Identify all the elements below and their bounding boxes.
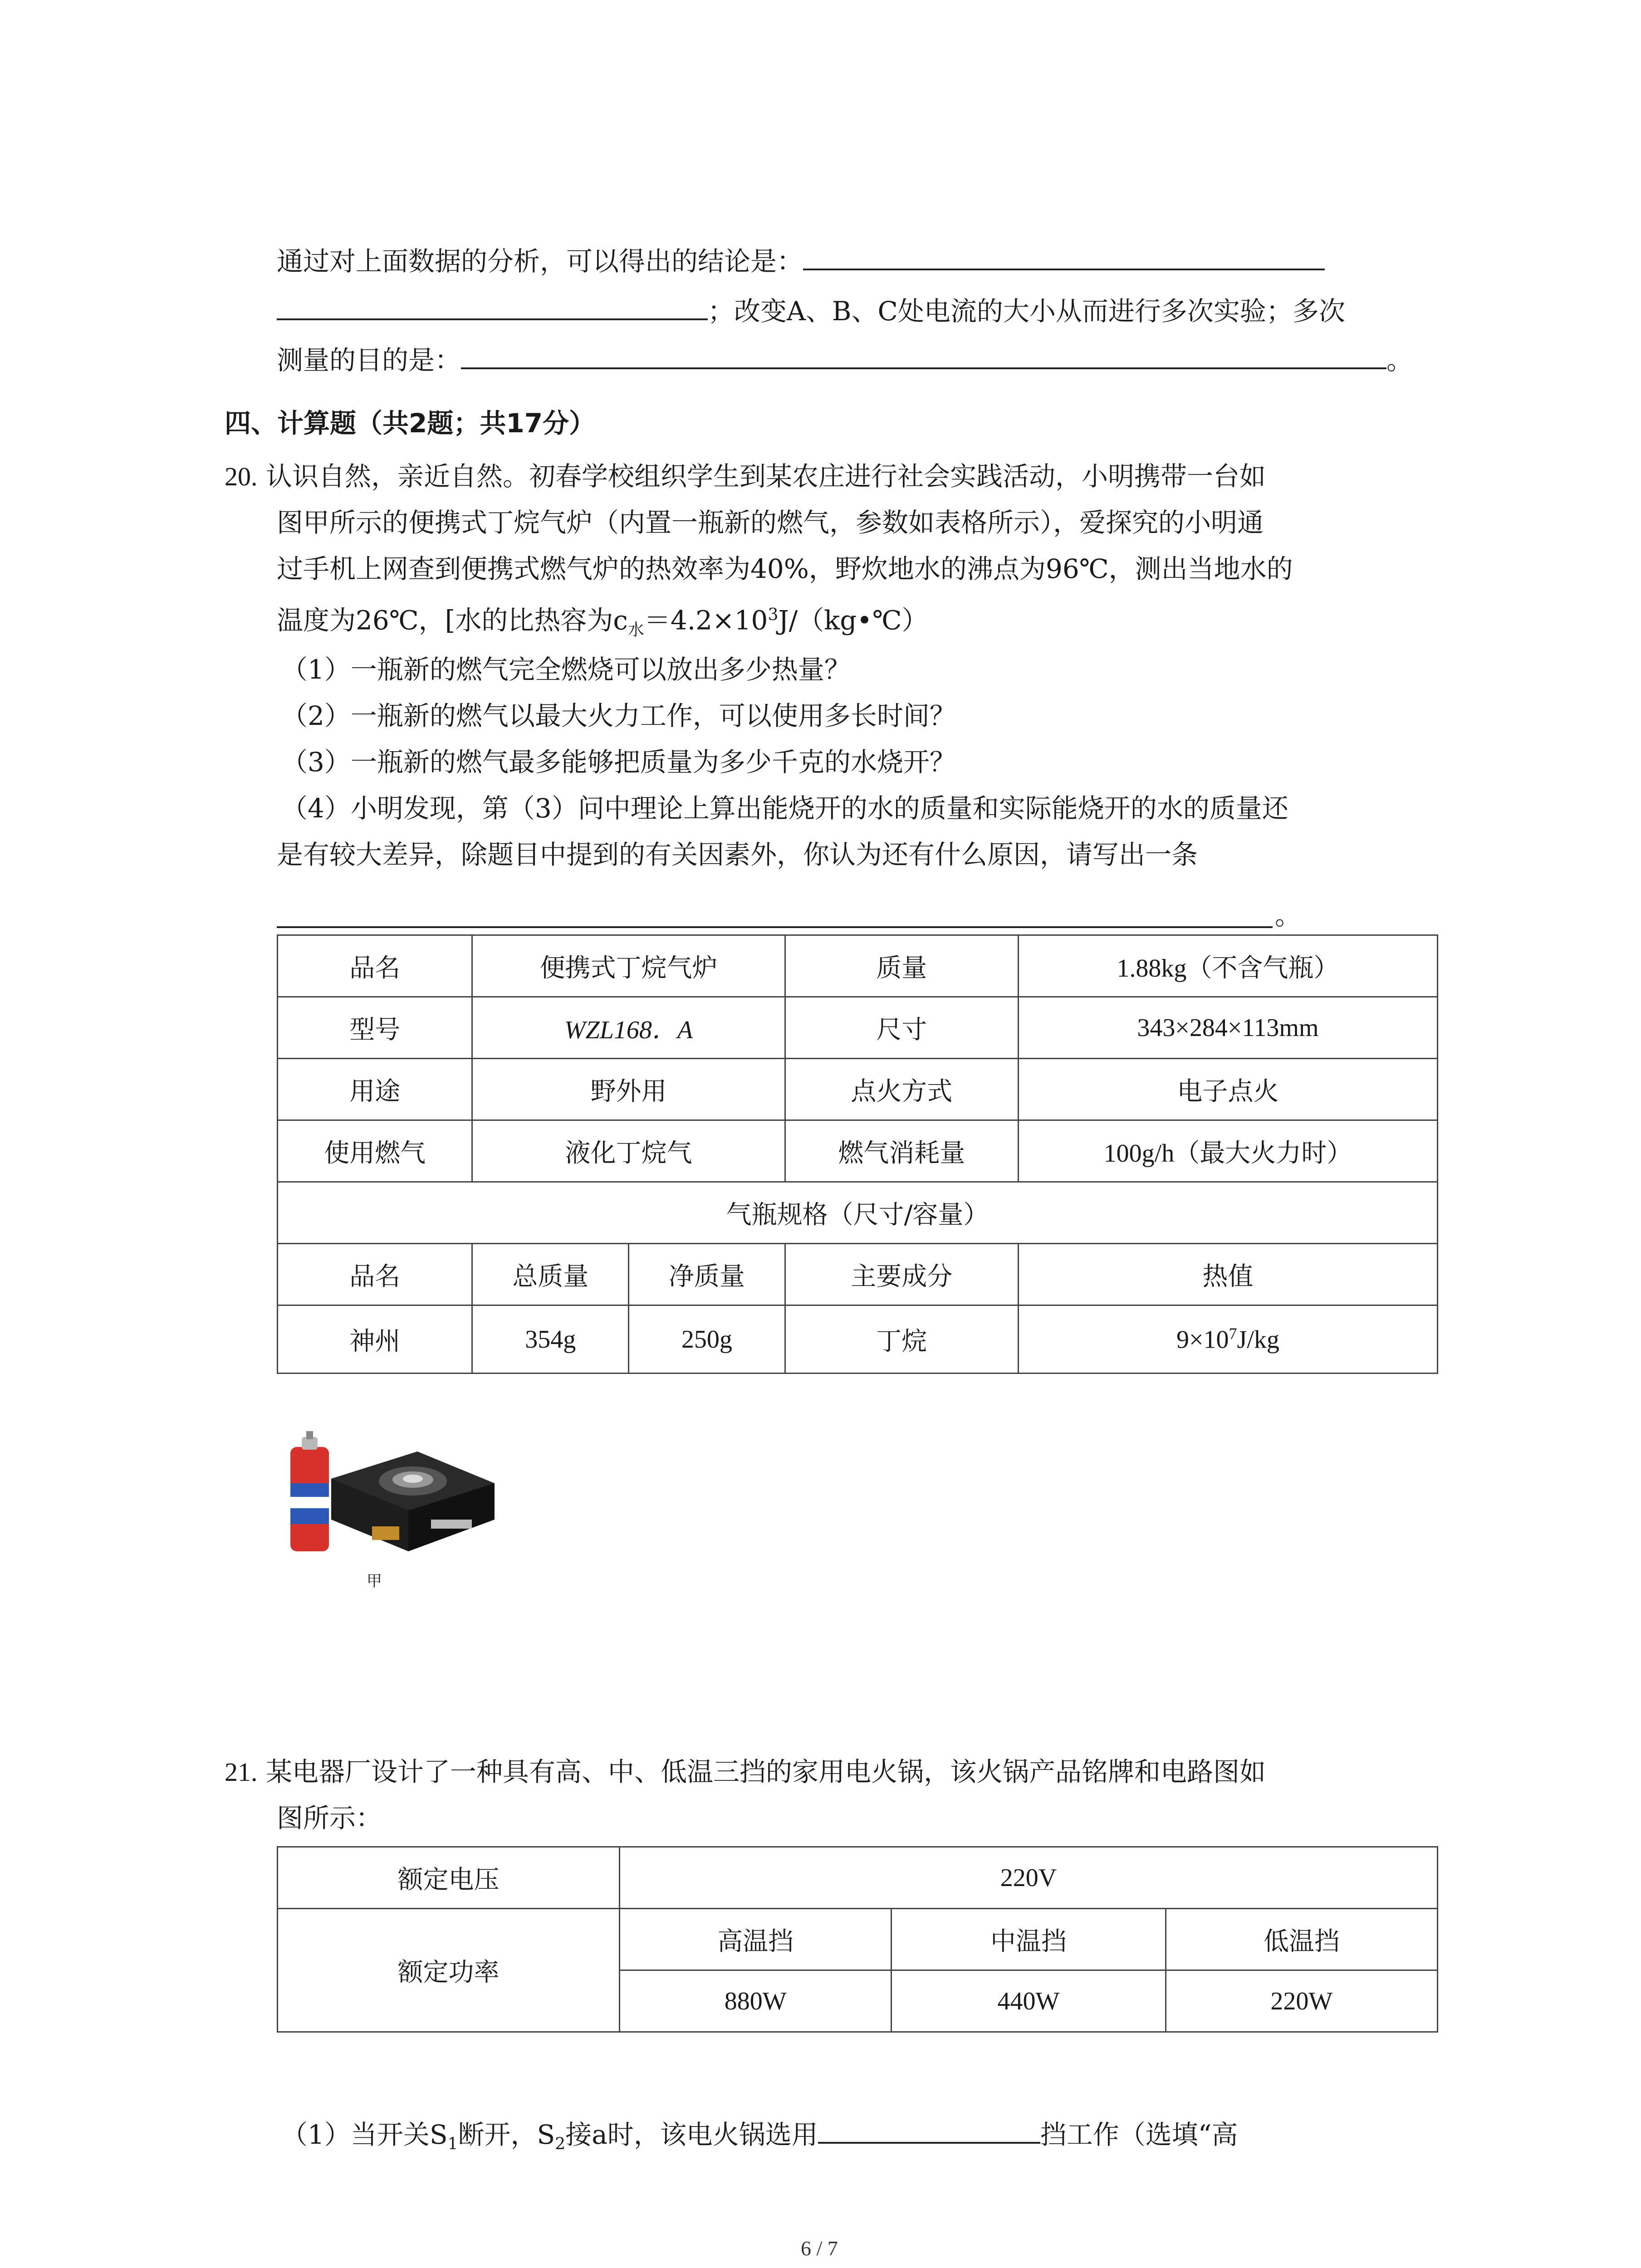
q19-line-3 xyxy=(277,339,1413,378)
answer-blank[interactable] xyxy=(818,2114,1040,2144)
table-cell: 燃气消耗量 xyxy=(785,1120,1018,1182)
answer-blank[interactable] xyxy=(803,240,1325,270)
q20-sub-3: （3）一瓶新的燃气最多能够把质量为多少千克的水烧开？ xyxy=(281,747,956,777)
hotpot-spec-table xyxy=(277,1846,1438,2033)
table-cell: 型号 xyxy=(278,997,472,1059)
table-row xyxy=(278,935,1438,997)
table-cell: 电子点火 xyxy=(1018,1059,1437,1120)
q19-line-1 xyxy=(277,240,1325,279)
q19-text-2: ；改变A、B、C处电流的大小从而进行多次实验；多次 xyxy=(708,296,1345,327)
q20-sub-4a: （4）小明发现，第（3）问中理论上算出能烧开的水的质量和实际能烧开的水的质量还 xyxy=(281,793,1288,824)
table-row xyxy=(278,1305,1438,1374)
table-cell: 总质量 xyxy=(472,1244,629,1305)
table-cell: 用途 xyxy=(278,1059,472,1120)
q20-line-4 xyxy=(277,597,928,648)
section-title: 四、计算题（共2题；共17分） xyxy=(225,408,596,439)
q20-line-1 xyxy=(225,458,1266,495)
table-cell: 尺寸 xyxy=(785,997,1018,1059)
q20-line-2: 图甲所示的便携式丁烷气炉（内置一瓶新的燃气，参数如表格所示），爱探究的小明通 xyxy=(277,507,1264,538)
table-row xyxy=(278,1909,1438,1970)
table-cell: 880W xyxy=(619,1970,891,2032)
question-number: 21. xyxy=(225,1757,258,1787)
q19-period: 。 xyxy=(1386,345,1413,376)
table-cell: 神州 xyxy=(278,1305,472,1374)
gas-canister-icon xyxy=(290,1431,329,1551)
q20-text-4c: J/（kg•℃） xyxy=(778,605,928,636)
table-row xyxy=(278,997,1438,1059)
q21-sub-text-d: 挡工作（选填“高 xyxy=(1040,2119,1238,2150)
answer-blank[interactable] xyxy=(461,339,1386,369)
table-cell: 250g xyxy=(629,1305,785,1374)
table-cell: 品名 xyxy=(278,935,472,997)
superscript: 3 xyxy=(768,606,779,624)
superscript: 7 xyxy=(1229,1325,1237,1343)
q21-sub-text-b: 断开，S xyxy=(458,2119,555,2150)
table-cell: 343×284×113mm xyxy=(1018,997,1437,1059)
answer-blank[interactable] xyxy=(277,290,708,320)
q19-text-3: 测量的目的是： xyxy=(277,345,461,376)
q19-text-1: 通过对上面数据的分析，可以得出的结论是： xyxy=(277,246,803,277)
subscript: 1 xyxy=(447,2135,458,2154)
q20-text-1: 认识自然，亲近自然。初春学校组织学生到某农庄进行社会实践活动，小明携带一台如 xyxy=(265,461,1266,492)
table-row xyxy=(278,1059,1438,1120)
table-cell: 气瓶规格（尺寸/容量） xyxy=(278,1182,1438,1244)
q20-text-4a: 温度为26℃，[水的比热容为c xyxy=(277,605,628,636)
q21-sub-1 xyxy=(281,2114,1238,2163)
stove-spec-table xyxy=(277,934,1438,1374)
subscript: 水 xyxy=(627,620,644,639)
page-number: 6 / 7 xyxy=(801,2237,838,2260)
stove-icon xyxy=(331,1452,495,1551)
table-row xyxy=(278,1847,1438,1909)
q20-sub-4b: 是有较大差异，除题目中提到的有关因素外，你认为还有什么原因，请写出一条 xyxy=(277,839,1198,870)
table-row xyxy=(278,1182,1438,1244)
table-cell: 1.88kg（不含气瓶） xyxy=(1018,935,1437,997)
table-cell: 额定电压 xyxy=(278,1847,620,1909)
q20-period: 。 xyxy=(1275,900,1302,931)
table-row xyxy=(278,1120,1438,1182)
table-cell: 丁烷 xyxy=(785,1305,1018,1374)
q21-line-1 xyxy=(225,1754,1266,1790)
q21-sub-text-a: （1）当开关S xyxy=(281,2119,448,2150)
table-cell: 品名 xyxy=(278,1244,472,1305)
heat-value-unit: J/kg xyxy=(1237,1325,1279,1354)
answer-blank[interactable] xyxy=(277,926,1273,928)
q21-sub-text-c: 接a时，该电火锅选用 xyxy=(565,2119,818,2150)
table-cell: 高温挡 xyxy=(619,1909,891,1970)
q20-sub-1: （1）一瓶新的燃气完全燃烧可以放出多少热量？ xyxy=(281,654,851,685)
q21-text-1: 某电器厂设计了一种具有高、中、低温三挡的家用电火锅，该火锅产品铭牌和电路图如 xyxy=(265,1756,1266,1787)
heat-value-base: 9×10 xyxy=(1176,1325,1229,1354)
table-cell: 液化丁烷气 xyxy=(472,1120,785,1182)
q19-line-2 xyxy=(277,290,1345,329)
table-cell: 净质量 xyxy=(629,1244,785,1305)
table-cell: 热值 xyxy=(1018,1244,1437,1305)
table-cell xyxy=(1018,1305,1437,1374)
table-cell: 额定功率 xyxy=(278,1909,620,2032)
q20-line-3: 过手机上网查到便携式燃气炉的热效率为40%，野炊地水的沸点为96℃，测出当地水的 xyxy=(277,553,1293,584)
table-cell: 低温挡 xyxy=(1166,1909,1437,1970)
table-cell: 354g xyxy=(472,1305,629,1374)
figure-caption: 甲 xyxy=(367,1572,382,1590)
table-cell: 主要成分 xyxy=(785,1244,1018,1305)
q20-text-4b: ＝4.2×10 xyxy=(644,605,768,636)
table-cell: 便携式丁烷气炉 xyxy=(472,935,785,997)
table-cell: WZL168．A xyxy=(472,997,785,1059)
table-cell: 质量 xyxy=(785,935,1018,997)
table-cell: 使用燃气 xyxy=(278,1120,472,1182)
subscript: 2 xyxy=(555,2135,566,2154)
table-cell: 中温挡 xyxy=(892,1909,1166,1970)
q21-line-2: 图所示： xyxy=(277,1803,382,1833)
table-cell: 440W xyxy=(892,1970,1166,2032)
table-row xyxy=(278,1244,1438,1305)
question-number: 20. xyxy=(225,462,258,491)
table-cell: 100g/h（最大火力时） xyxy=(1018,1120,1437,1182)
table-cell: 220W xyxy=(1166,1970,1437,2032)
table-cell: 点火方式 xyxy=(785,1059,1018,1120)
q20-sub-2: （2）一瓶新的燃气以最大火力工作，可以使用多长时间？ xyxy=(281,700,956,731)
stove-figure xyxy=(281,1429,508,1565)
table-cell: 野外用 xyxy=(472,1059,785,1120)
table-cell: 220V xyxy=(619,1847,1437,1909)
